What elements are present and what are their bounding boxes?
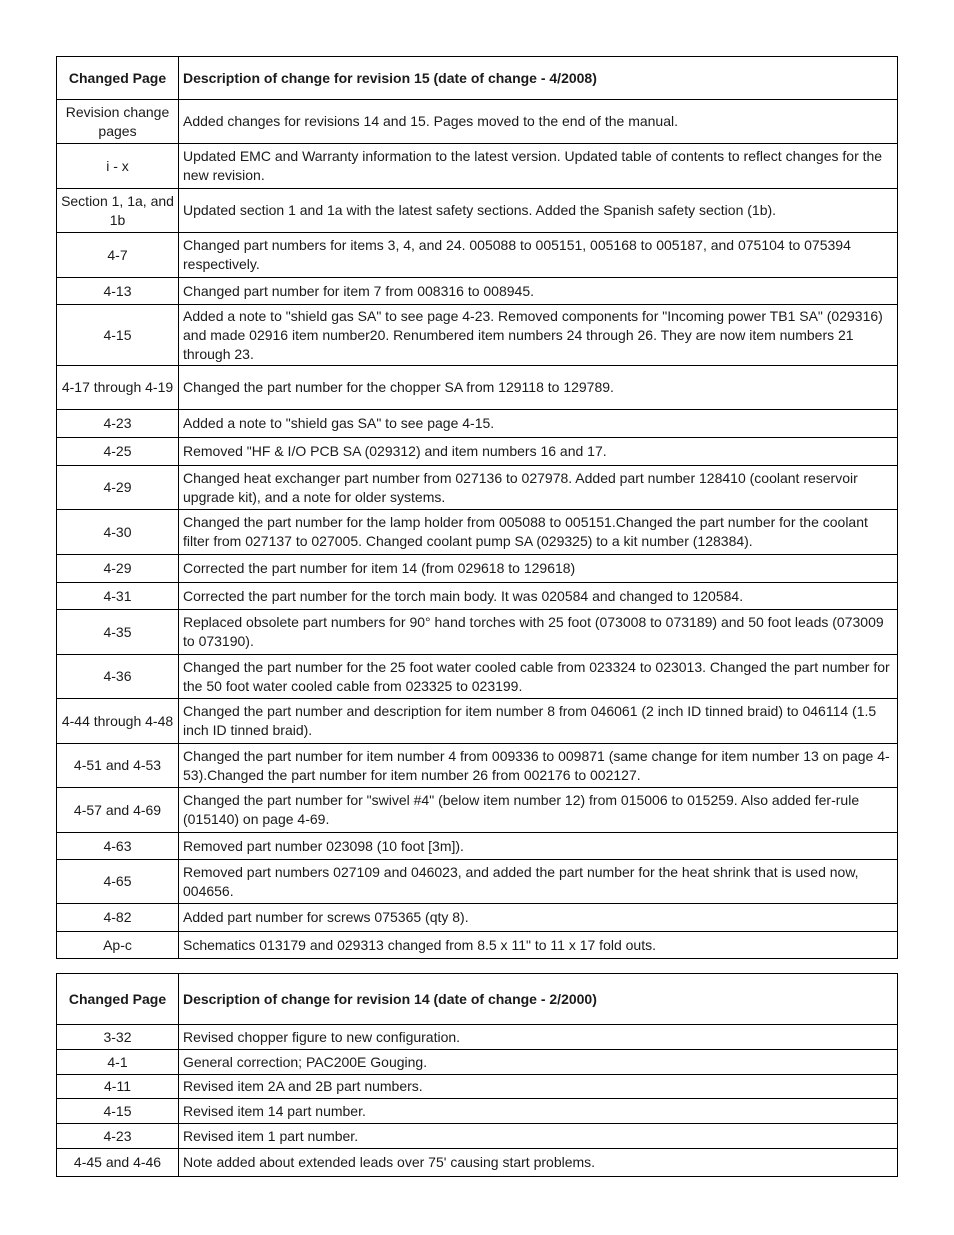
table-row bbox=[57, 410, 898, 438]
changed-page-cell: 4-44 through 4-48 bbox=[57, 699, 179, 744]
changed-page-cell: 4-11 bbox=[57, 1075, 179, 1099]
change-description-cell: General correction; PAC200E Gouging. bbox=[179, 1050, 898, 1075]
change-description-cell: Changed part numbers for items 3, 4, and 24. 005088 to 005151, 005168 to 005187, and 075104 to 075394 respectively. bbox=[179, 233, 898, 278]
change-description-cell: Added part number for screws 075365 (qty 8). bbox=[179, 904, 898, 932]
table-row bbox=[57, 1025, 898, 1050]
changed-page-cell: 4-57 and 4-69 bbox=[57, 788, 179, 833]
change-description-cell: Changed the part number and description for item number 8 from 046061 (2 inch ID tinned braid) to 046114 (1.5 inch ID tinned braid). bbox=[179, 699, 898, 744]
table-row bbox=[57, 1075, 898, 1099]
change-description-cell: Revised item 2A and 2B part numbers. bbox=[179, 1075, 898, 1099]
table-row bbox=[57, 1124, 898, 1149]
change-description-cell: Corrected the part number for the torch main body. It was 020584 and changed to 120584. bbox=[179, 583, 898, 610]
table-row bbox=[57, 904, 898, 932]
description-header: Description of change for revision 14 (date of change - 2/2000) bbox=[179, 974, 898, 1025]
change-description-cell: Changed part number for item 7 from 008316 to 008945. bbox=[179, 278, 898, 305]
change-description-cell: Removed part numbers 027109 and 046023, and added the part number for the heat shrink that is used now, 004656. bbox=[179, 860, 898, 904]
changed-page-cell: 4-31 bbox=[57, 583, 179, 610]
changed-page-cell: 3-32 bbox=[57, 1025, 179, 1050]
change-description-cell: Changed the part number for "swivel #4" (below item number 12) from 015006 to 015259. Also added fer-rule (015140) on page 4-69. bbox=[179, 788, 898, 833]
table-row bbox=[57, 610, 898, 655]
change-description-cell: Added a note to "shield gas SA" to see page 4-23. Removed components for "Incoming power TB1 SA" (029316) and made 02916 item number20. Renumbered item numbers 24 through 26. They are now item numbers 21 through 23. bbox=[179, 305, 898, 366]
table-row bbox=[57, 1050, 898, 1075]
change-description-cell: Changed the part number for the lamp holder from 005088 to 005151.Changed the part number for the coolant filter from 027137 to 027005. Changed coolant pump SA (029325) to a kit number (128384). bbox=[179, 510, 898, 555]
changed-page-cell: 4-23 bbox=[57, 1124, 179, 1149]
change-description-cell: Revised chopper figure to new configuration. bbox=[179, 1025, 898, 1050]
changed-page-cell: 4-36 bbox=[57, 655, 179, 699]
table-row bbox=[57, 233, 898, 278]
changed-page-cell: 4-29 bbox=[57, 466, 179, 510]
table-row bbox=[57, 189, 898, 233]
table-row bbox=[57, 100, 898, 144]
revision-14-rows bbox=[57, 1025, 898, 1177]
changed-page-cell: 4-15 bbox=[57, 305, 179, 366]
change-description-cell: Updated section 1 and 1a with the latest safety sections. Added the Spanish safety section (1b). bbox=[179, 189, 898, 233]
changed-page-header: Changed Page bbox=[57, 974, 179, 1025]
changed-page-cell: 4-1 bbox=[57, 1050, 179, 1075]
table-row bbox=[57, 144, 898, 189]
table-row bbox=[57, 1149, 898, 1177]
changed-page-cell: i - x bbox=[57, 144, 179, 189]
table-row bbox=[57, 466, 898, 510]
table-row bbox=[57, 744, 898, 788]
change-description-cell: Schematics 013179 and 029313 changed from 8.5 x 11" to 11 x 17 fold outs. bbox=[179, 932, 898, 959]
revision-14-table bbox=[56, 973, 898, 1177]
change-description-cell: Removed "HF & I/O PCB SA (029312) and item numbers 16 and 17. bbox=[179, 438, 898, 466]
change-description-cell: Changed the part number for the 25 foot water cooled cable from 023324 to 023013. Changed the part number for the 50 foot water cooled cable from 023325 to 023199. bbox=[179, 655, 898, 699]
changed-page-cell: 4-7 bbox=[57, 233, 179, 278]
change-description-cell: Revised item 1 part number. bbox=[179, 1124, 898, 1149]
table-row bbox=[57, 833, 898, 860]
table-row bbox=[57, 1099, 898, 1124]
table-header-row bbox=[57, 57, 898, 100]
change-description-cell: Changed the part number for the chopper SA from 129118 to 129789. bbox=[179, 366, 898, 410]
table-row bbox=[57, 510, 898, 555]
revision-15-table bbox=[56, 56, 898, 959]
table-row bbox=[57, 366, 898, 410]
changed-page-cell: 4-15 bbox=[57, 1099, 179, 1124]
table-row bbox=[57, 788, 898, 833]
change-description-cell: Revised item 14 part number. bbox=[179, 1099, 898, 1124]
change-description-cell: Added a note to "shield gas SA" to see page 4-15. bbox=[179, 410, 898, 438]
changed-page-header: Changed Page bbox=[57, 57, 179, 100]
table-row bbox=[57, 655, 898, 699]
table-row bbox=[57, 555, 898, 583]
changed-page-cell: Revision change pages bbox=[57, 100, 179, 144]
table-row bbox=[57, 583, 898, 610]
table-row bbox=[57, 305, 898, 366]
table-row bbox=[57, 438, 898, 466]
change-description-cell: Changed heat exchanger part number from 027136 to 027978. Added part number 128410 (coolant reservoir upgrade kit), and a note for older systems. bbox=[179, 466, 898, 510]
changed-page-cell: 4-45 and 4-46 bbox=[57, 1149, 179, 1177]
description-header: Description of change for revision 15 (date of change - 4/2008) bbox=[179, 57, 898, 100]
changed-page-cell: 4-29 bbox=[57, 555, 179, 583]
changed-page-cell: 4-30 bbox=[57, 510, 179, 555]
table-row bbox=[57, 278, 898, 305]
changed-page-cell: 4-23 bbox=[57, 410, 179, 438]
revision-15-rows bbox=[57, 100, 898, 959]
table-row bbox=[57, 932, 898, 959]
changed-page-cell: 4-17 through 4-19 bbox=[57, 366, 179, 410]
changed-page-cell: 4-51 and 4-53 bbox=[57, 744, 179, 788]
changed-page-cell: 4-65 bbox=[57, 860, 179, 904]
changed-page-cell: 4-35 bbox=[57, 610, 179, 655]
changed-page-cell: Section 1, 1a, and 1b bbox=[57, 189, 179, 233]
changed-page-cell: 4-82 bbox=[57, 904, 179, 932]
change-description-cell: Replaced obsolete part numbers for 90° hand torches with 25 foot (073008 to 073189) and 50 foot leads (073009 to 073190). bbox=[179, 610, 898, 655]
change-description-cell: Added changes for revisions 14 and 15. Pages moved to the end of the manual. bbox=[179, 100, 898, 144]
change-description-cell: Changed the part number for item number 4 from 009336 to 009871 (same change for item number 13 on page 4-53).Changed the part number for item number 26 from 002176 to 002127. bbox=[179, 744, 898, 788]
changed-page-cell: 4-13 bbox=[57, 278, 179, 305]
changed-page-cell: 4-63 bbox=[57, 833, 179, 860]
changed-page-cell: 4-25 bbox=[57, 438, 179, 466]
change-description-cell: Updated EMC and Warranty information to the latest version. Updated table of contents to reflect changes for the new revision. bbox=[179, 144, 898, 189]
change-description-cell: Corrected the part number for item 14 (from 029618 to 129618) bbox=[179, 555, 898, 583]
change-description-cell: Note added about extended leads over 75' causing start problems. bbox=[179, 1149, 898, 1177]
table-row bbox=[57, 699, 898, 744]
table-header-row bbox=[57, 974, 898, 1025]
changed-page-cell: Ap-c bbox=[57, 932, 179, 959]
table-row bbox=[57, 860, 898, 904]
change-description-cell: Removed part number 023098 (10 foot [3m]). bbox=[179, 833, 898, 860]
